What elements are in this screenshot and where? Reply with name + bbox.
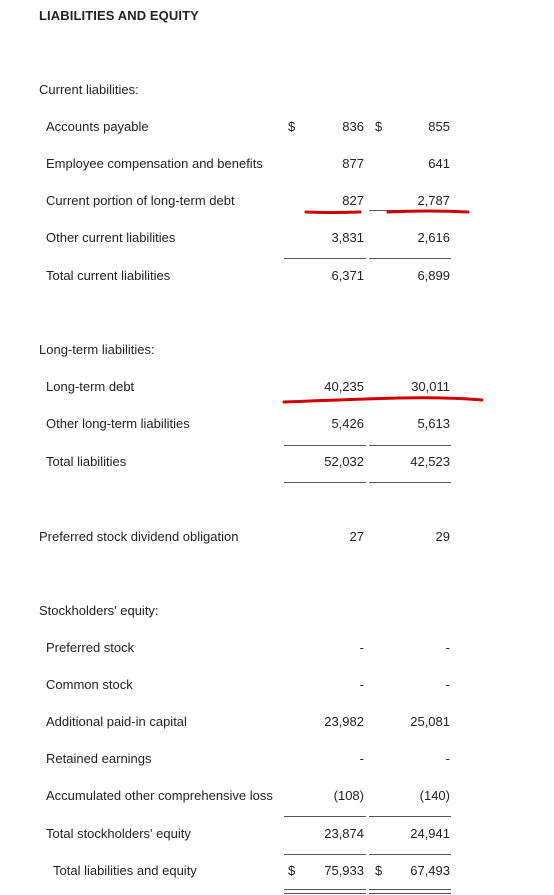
red-underline-annotation [278, 392, 488, 408]
row-label-additional-paid-in-capital: Additional paid-in capital [46, 714, 187, 729]
currency-symbol: $ [288, 863, 296, 878]
section-header-stockholders-equity: Stockholders' equity: [39, 603, 159, 618]
value-grand-total-col2: 67,493 [410, 863, 450, 878]
section-header-long-term-liabilities: Long-term liabilities: [39, 342, 155, 357]
value-aoci-col1: (108) [333, 788, 364, 803]
total-rule [284, 482, 366, 483]
value-retained-earnings-col2: - [445, 751, 450, 766]
currency-symbol: $ [288, 119, 296, 134]
row-label-common-stock: Common stock [46, 677, 133, 692]
value-other-current-col2: 2,616 [417, 230, 450, 245]
value-current-portion-ltd-col1: 827 [342, 193, 364, 208]
value-aoci-col2: (140) [419, 788, 450, 803]
row-label-total-liabilities-and-equity: Total liabilities and equity [53, 863, 197, 878]
currency-symbol: $ [375, 119, 383, 134]
value-other-current-col1: 3,831 [331, 230, 364, 245]
subtotal-rule [284, 258, 366, 259]
value-apic-col1: 23,982 [324, 714, 364, 729]
row-label-retained-earnings: Retained earnings [46, 751, 152, 766]
subtotal-rule [369, 816, 451, 817]
double-total-rule [284, 889, 366, 894]
row-label-total-stockholders-equity: Total stockholders' equity [46, 826, 191, 841]
section-header-current-liabilities: Current liabilities: [39, 82, 139, 97]
value-other-long-term-col1: 5,426 [331, 416, 364, 431]
row-label-preferred-dividend: Preferred stock dividend obligation [39, 529, 239, 544]
row-label-total-liabilities: Total liabilities [46, 454, 127, 469]
row-label-other-current-liabilities: Other current liabilities [46, 230, 176, 245]
value-accounts-payable-col1: 836 [342, 119, 364, 134]
value-total-equity-col2: 24,941 [410, 826, 450, 841]
value-preferred-stock-col1: - [359, 640, 364, 655]
currency-symbol: $ [375, 863, 383, 878]
subtotal-rule [284, 445, 366, 446]
value-long-term-debt-col2: 30,011 [411, 379, 450, 394]
row-label-long-term-debt: Long-term debt [46, 379, 135, 394]
value-total-equity-col1: 23,874 [324, 826, 364, 841]
value-total-liabilities-col1: 52,032 [324, 454, 364, 469]
subtotal-rule [284, 816, 366, 817]
value-employee-compensation-col1: 877 [342, 156, 364, 171]
subtotal-rule [369, 854, 451, 855]
page-title: LIABILITIES AND EQUITY [39, 8, 199, 23]
double-total-rule [369, 889, 451, 894]
value-total-liabilities-col2: 42,523 [410, 454, 450, 469]
value-apic-col2: 25,081 [410, 714, 450, 729]
red-underline-annotation [300, 206, 475, 218]
row-label-accounts-payable: Accounts payable [46, 119, 149, 134]
value-grand-total-col1: 75,933 [324, 863, 364, 878]
value-retained-earnings-col1: - [359, 751, 364, 766]
subtotal-rule [369, 445, 451, 446]
value-preferred-dividend-col1: 27 [349, 529, 364, 544]
row-label-preferred-stock: Preferred stock [46, 640, 135, 655]
value-preferred-dividend-col2: 29 [435, 529, 450, 544]
subtotal-rule [284, 854, 366, 855]
row-label-total-current-liabilities: Total current liabilities [46, 268, 171, 283]
value-current-portion-ltd-col2: 2,787 [417, 193, 450, 208]
value-total-current-col2: 6,899 [417, 268, 450, 283]
value-accounts-payable-col2: 855 [428, 119, 450, 134]
subtotal-rule [369, 258, 451, 259]
row-label-employee-compensation: Employee compensation and benefits [46, 156, 263, 171]
value-total-current-col1: 6,371 [331, 268, 364, 283]
row-label-current-portion-ltd: Current portion of long-term debt [46, 193, 235, 208]
row-label-aoci: Accumulated other comprehensive loss [46, 788, 273, 803]
total-rule [369, 482, 451, 483]
value-preferred-stock-col2: - [445, 640, 450, 655]
value-employee-compensation-col2: 641 [428, 156, 450, 171]
value-common-stock-col2: - [445, 677, 450, 692]
value-other-long-term-col2: 5,613 [417, 416, 450, 431]
row-label-other-long-term-liabilities: Other long-term liabilities [46, 416, 190, 431]
value-long-term-debt-col1: 40,235 [324, 379, 364, 394]
value-common-stock-col1: - [359, 677, 364, 692]
